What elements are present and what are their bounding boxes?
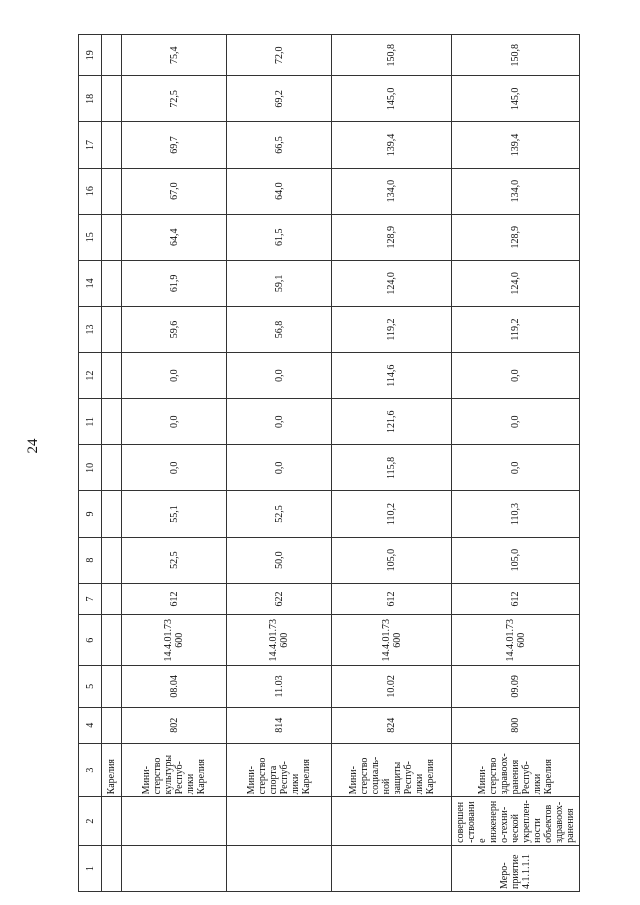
table-cell: 800 [452,707,580,743]
table-cell: 150,8 [332,35,452,76]
table-cell [122,845,227,891]
table-cell: 0,0 [452,445,580,491]
header-cell: 8 [79,537,102,583]
table-row [102,35,122,892]
table-cell: 11.03 [227,666,332,707]
table-cell: 119,2 [452,306,580,352]
table-cell: 128,9 [452,214,580,260]
table-cell: 105,0 [452,537,580,583]
header-cell: 2 [79,797,102,846]
table-cell: 66,5 [227,122,332,168]
header-cell: 13 [79,306,102,352]
table-cell: 09.09 [452,666,580,707]
table-cell: 139,4 [332,122,452,168]
table-cell: 139,4 [452,122,580,168]
table-cell [102,666,122,707]
table-cell: 612 [332,583,452,615]
table-cell: 69,2 [227,76,332,122]
table-cell [102,537,122,583]
table-cell [102,845,122,891]
table-cell [102,491,122,537]
table-cell: Мини-стерство культуры Респуб-лики Карелия [122,743,227,796]
table-cell: 612 [122,583,227,615]
table-cell: 75,4 [122,35,227,76]
table-cell: 72,5 [122,76,227,122]
header-cell: 7 [79,583,102,615]
header-cell: 18 [79,76,102,122]
table-cell: 52,5 [122,537,227,583]
header-cell: 19 [79,35,102,76]
table-cell: 56,8 [227,306,332,352]
table-cell: 0,0 [452,353,580,399]
table-cell: 59,6 [122,306,227,352]
table-cell: 124,0 [452,260,580,306]
table-cell [102,122,122,168]
table-cell: 0,0 [227,399,332,445]
table-cell: 55,1 [122,491,227,537]
table-cell: 59,1 [227,260,332,306]
table-cell: Карелия [102,743,122,796]
table-cell: 64,4 [122,214,227,260]
header-row [79,35,102,892]
table-cell: 105,0 [332,537,452,583]
table-cell: 72,0 [227,35,332,76]
header-cell: 12 [79,353,102,399]
table-cell: 61,9 [122,260,227,306]
table-cell: 150,8 [452,35,580,76]
header-cell: 11 [79,399,102,445]
table-row [452,35,580,892]
header-cell: 3 [79,743,102,796]
header-cell: 5 [79,666,102,707]
table-cell [102,306,122,352]
table-cell: 61,5 [227,214,332,260]
table-cell: 110,3 [452,491,580,537]
header-cell: 10 [79,445,102,491]
table-cell: 128,9 [332,214,452,260]
table-cell: 64,0 [227,168,332,214]
budget-table [78,34,580,892]
table-cell [227,797,332,846]
table-cell [102,583,122,615]
table-cell: 824 [332,707,452,743]
page-number: 24 [25,438,41,454]
table-cell: 115,8 [332,445,452,491]
header-cell: 4 [79,707,102,743]
table-cell: 145,0 [332,76,452,122]
header-cell: 1 [79,845,102,891]
table-cell [102,353,122,399]
table-cell [227,845,332,891]
table-cell: 145,0 [452,76,580,122]
table-cell: 08.04 [122,666,227,707]
header-cell: 16 [79,168,102,214]
table-cell: 612 [452,583,580,615]
table-cell: 119,2 [332,306,452,352]
table-cell [102,35,122,76]
table-wrapper [78,34,576,892]
table-cell [102,445,122,491]
table-cell: 0,0 [122,399,227,445]
table-cell: 0,0 [227,353,332,399]
table-cell: 124,0 [332,260,452,306]
table-cell: 0,0 [122,353,227,399]
table-cell [102,797,122,846]
header-cell: 6 [79,615,102,666]
header-cell: 15 [79,214,102,260]
table-cell: 67,0 [122,168,227,214]
table-cell: Мини-стерство спорта Респуб-лики Карелия [227,743,332,796]
table-cell: 0,0 [452,399,580,445]
table-cell: 802 [122,707,227,743]
table-row [122,35,227,892]
table-cell [102,168,122,214]
table-cell [102,615,122,666]
table-cell: 121,6 [332,399,452,445]
table-cell: 69,7 [122,122,227,168]
table-cell: 52,5 [227,491,332,537]
table-cell: 0,0 [122,445,227,491]
table-cell: 114,6 [332,353,452,399]
table-cell [122,797,227,846]
table-cell: Меро-приятие 4.1.1.1.1 [452,845,580,891]
table-cell: 622 [227,583,332,615]
table-cell: 14.4.01.73600 [332,615,452,666]
table-cell [102,214,122,260]
table-cell: совершен-ствование инженерно-техни-ческой укреплен-ности объектов здравоох-ранения [452,797,580,846]
table-cell [102,399,122,445]
table-cell: Мини-стерство здравоох-ранения Респуб-лики Карелия [452,743,580,796]
table-cell: 814 [227,707,332,743]
header-cell: 14 [79,260,102,306]
table-cell: 134,0 [452,168,580,214]
table-cell: 50,0 [227,537,332,583]
table-cell: 0,0 [227,445,332,491]
table-cell: 110,2 [332,491,452,537]
table-cell: 14.4.01.73600 [452,615,580,666]
table-cell [332,845,452,891]
table-cell [102,707,122,743]
table-cell [102,260,122,306]
table-cell: 10.02 [332,666,452,707]
table-cell [102,76,122,122]
header-cell: 9 [79,491,102,537]
table-cell [332,797,452,846]
table-cell: 134,0 [332,168,452,214]
header-cell: 17 [79,122,102,168]
table-cell: 14.4.01.73600 [227,615,332,666]
table-row [332,35,452,892]
table-row [227,35,332,892]
table-cell: Мини-стерство социаль-ной защиты Респуб-лики Карелия [332,743,452,796]
table-cell: 14.4.01.73600 [122,615,227,666]
